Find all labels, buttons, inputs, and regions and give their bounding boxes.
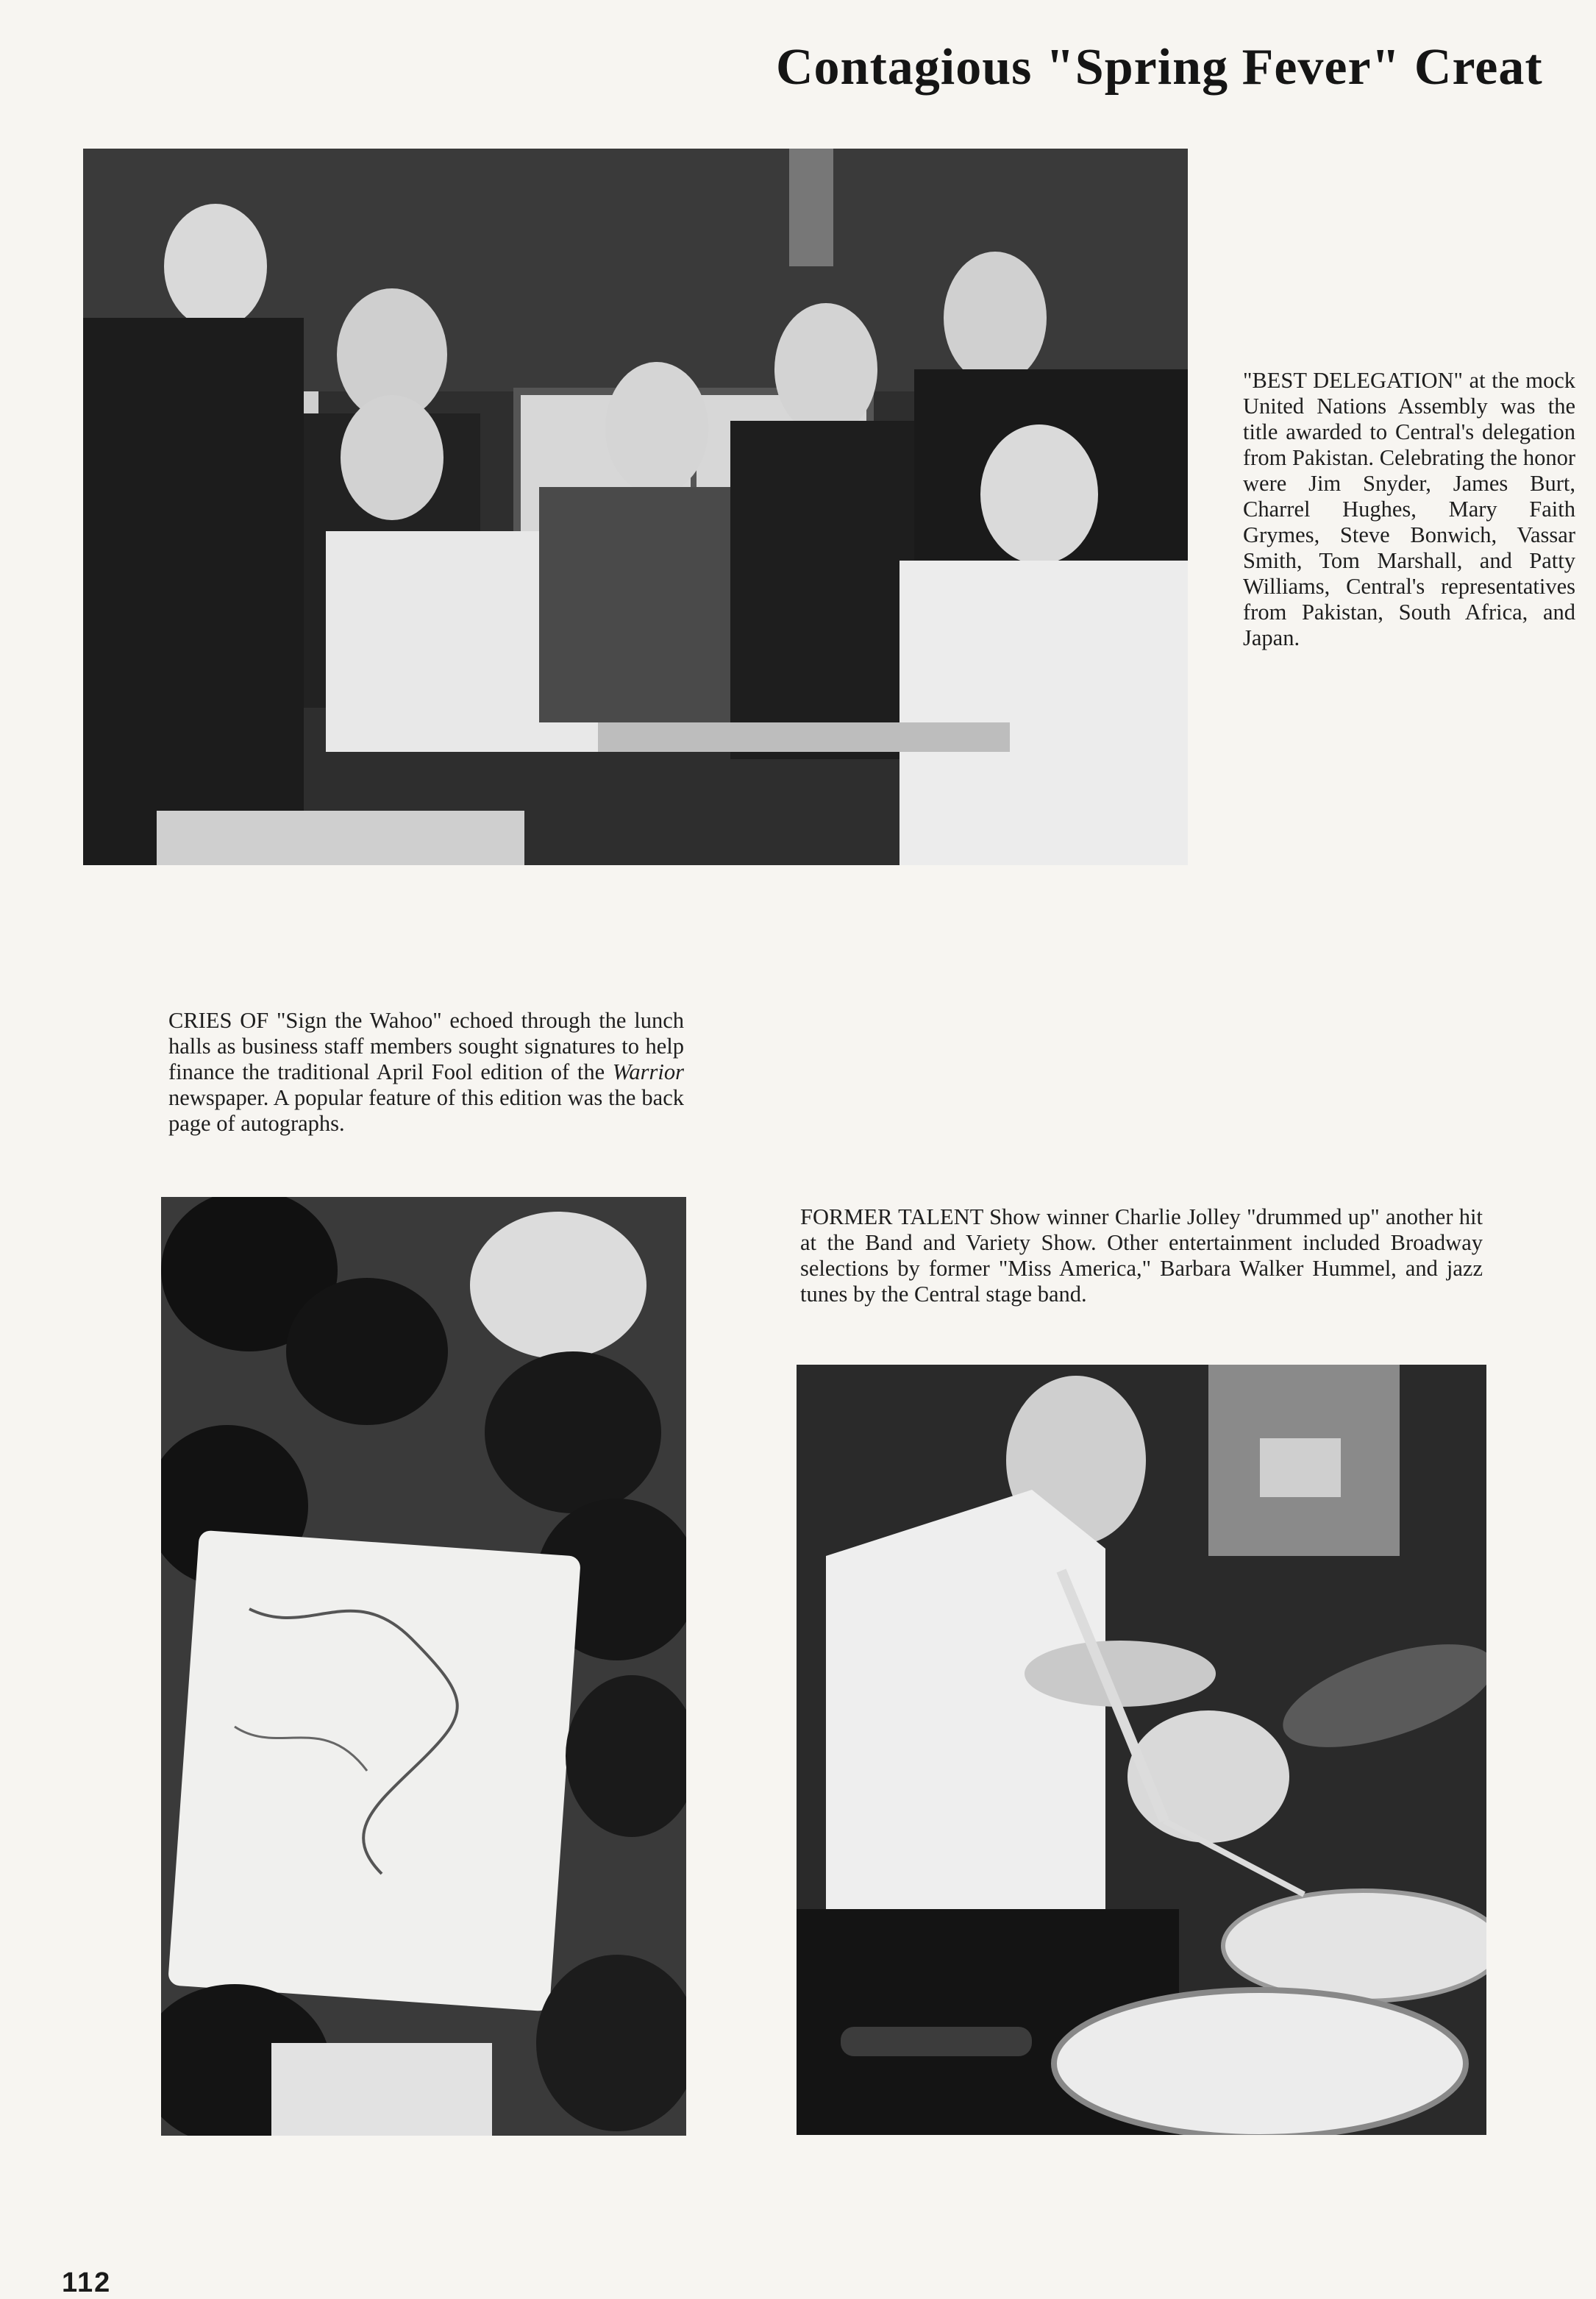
caption-sign-the-wahoo [168,1008,684,1137]
photo-signing-wahoo [161,1197,686,2136]
caption-lead: CRIES OF [168,1008,269,1033]
photo-drummer [797,1365,1486,2135]
caption-body: Show winner Charlie Jolley "drummed up" another hit at the Band and Variety Show. Other entertainment included Broadway selections by former "Miss America," Barbara Walker Hummel, and jazz tunes by the Central stage band. [800,1204,1483,1307]
photo-delegation-group [83,149,1188,865]
caption-lead: "BEST DELEGATION" [1243,368,1463,393]
page-headline: Contagious "Spring Fever" Creat [776,39,1543,96]
caption-body: "Sign the Wahoo" echoed through the lunch halls as business staff members sought signatures to help finance the traditional April Fool edition of the [168,1008,684,1084]
photo-signing-illustration [161,1197,686,2136]
caption-former-talent [800,1204,1483,1307]
caption-body-continued: newspaper. A popular feature of this edition was the back page of autographs. [168,1085,684,1136]
photo-drummer-illustration [797,1365,1486,2135]
caption-best-delegation [1243,368,1575,651]
page-number: 112 [62,2267,112,2298]
photo-delegation-illustration [83,149,1188,865]
newspaper-name: Warrior [612,1059,684,1084]
caption-body: at the mock United Nations Assembly was the title awarded to Central's delegation from Pakistan. Celebrating the honor were Jim Snyder, James Burt, Charrel Hughes, Mary Faith Grymes, Steve Bonwich, Vassar Smith, Tom Marshall, and Patty Williams, Central's representatives from Pakistan, South Africa, and Japan. [1243,368,1575,650]
caption-lead: FORMER TALENT [800,1204,983,1229]
